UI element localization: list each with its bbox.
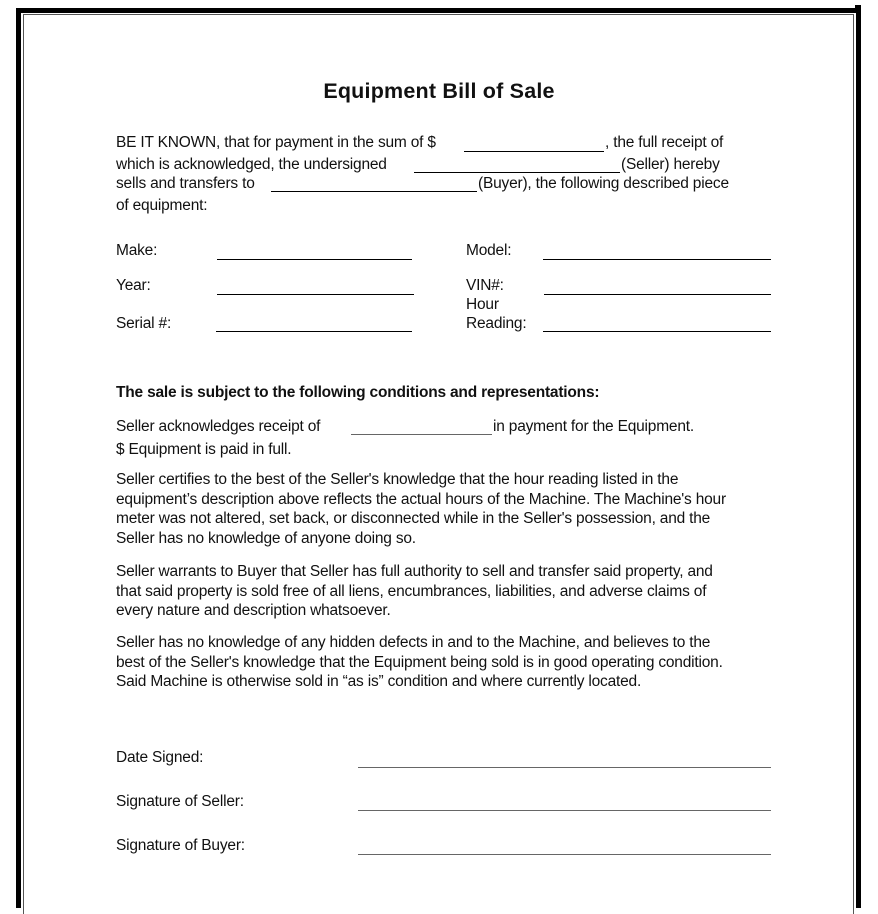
intro-text-4: of equipment: [116,197,208,214]
receipt-amount-field[interactable] [351,434,492,435]
page-border-corner [855,5,861,11]
hour-reading-field[interactable] [543,331,771,332]
intro-text-3a: sells and transfers to [116,175,255,192]
intro-text-2a: which is acknowledged, the undersigned [116,156,387,173]
serial-field[interactable] [216,331,412,332]
seller-signature-field[interactable] [358,810,771,811]
make-field[interactable] [217,259,412,260]
document-title: Equipment Bill of Sale [323,79,555,103]
model-label: Model: [466,242,512,259]
conditions-heading: The sale is subject to the following conditions and representations: [116,384,600,401]
vin-field[interactable] [544,294,771,295]
intro-text-1b: , the full receipt of [605,134,724,151]
intro-text-2b: (Seller) hereby [621,156,720,173]
year-label: Year: [116,277,151,294]
seller-signature-label: Signature of Seller: [116,793,244,810]
buyer-signature-label: Signature of Buyer: [116,837,245,854]
year-field[interactable] [217,294,414,295]
condition-paragraph-as-is: Seller has no knowledge of any hidden defects in and to the Machine, and believes to the best of the Seller's knowledge that the Equipment being sold is in good operating condition. Said Machine is otherwise sold in “as is” condition and where currently located. [116,634,723,691]
model-field[interactable] [543,259,771,260]
date-signed-label: Date Signed: [116,749,204,766]
intro-text-1a: BE IT KNOWN, that for payment in the sum of $ [116,134,436,151]
make-label: Make: [116,242,158,259]
paid-in-full-text: $ Equipment is paid in full. [116,441,292,458]
date-signed-field[interactable] [358,767,771,768]
condition-paragraph-authority: Seller warrants to Buyer that Seller has full authority to sell and transfer said property, and that said property is sold free of all liens, encumbrances, liabilities, and adverse claims of every nature and description whatsoever. [116,563,713,620]
hour-label-line1: Hour [466,296,499,313]
seller-name-field[interactable] [414,172,620,173]
serial-label: Serial #: [116,315,172,332]
payment-amount-field[interactable] [464,151,604,152]
receipt-text-b: in payment for the Equipment. [493,418,694,435]
vin-label: VIN#: [466,277,504,294]
intro-text-3b: (Buyer), the following described piece [478,175,729,192]
buyer-name-field[interactable] [271,191,477,192]
buyer-signature-field[interactable] [358,854,771,855]
condition-paragraph-hours: Seller certifies to the best of the Seller's knowledge that the hour reading listed in the equipment’s description above reflects the actual hours of the Machine. The Machine's hour meter was not altered, set back, or disconnected while in the Seller's possession, and the Seller has no knowledge of anyone doing so. [116,471,726,548]
receipt-text-a: Seller acknowledges receipt of [116,418,321,435]
hour-label-line2: Reading: [466,315,527,332]
